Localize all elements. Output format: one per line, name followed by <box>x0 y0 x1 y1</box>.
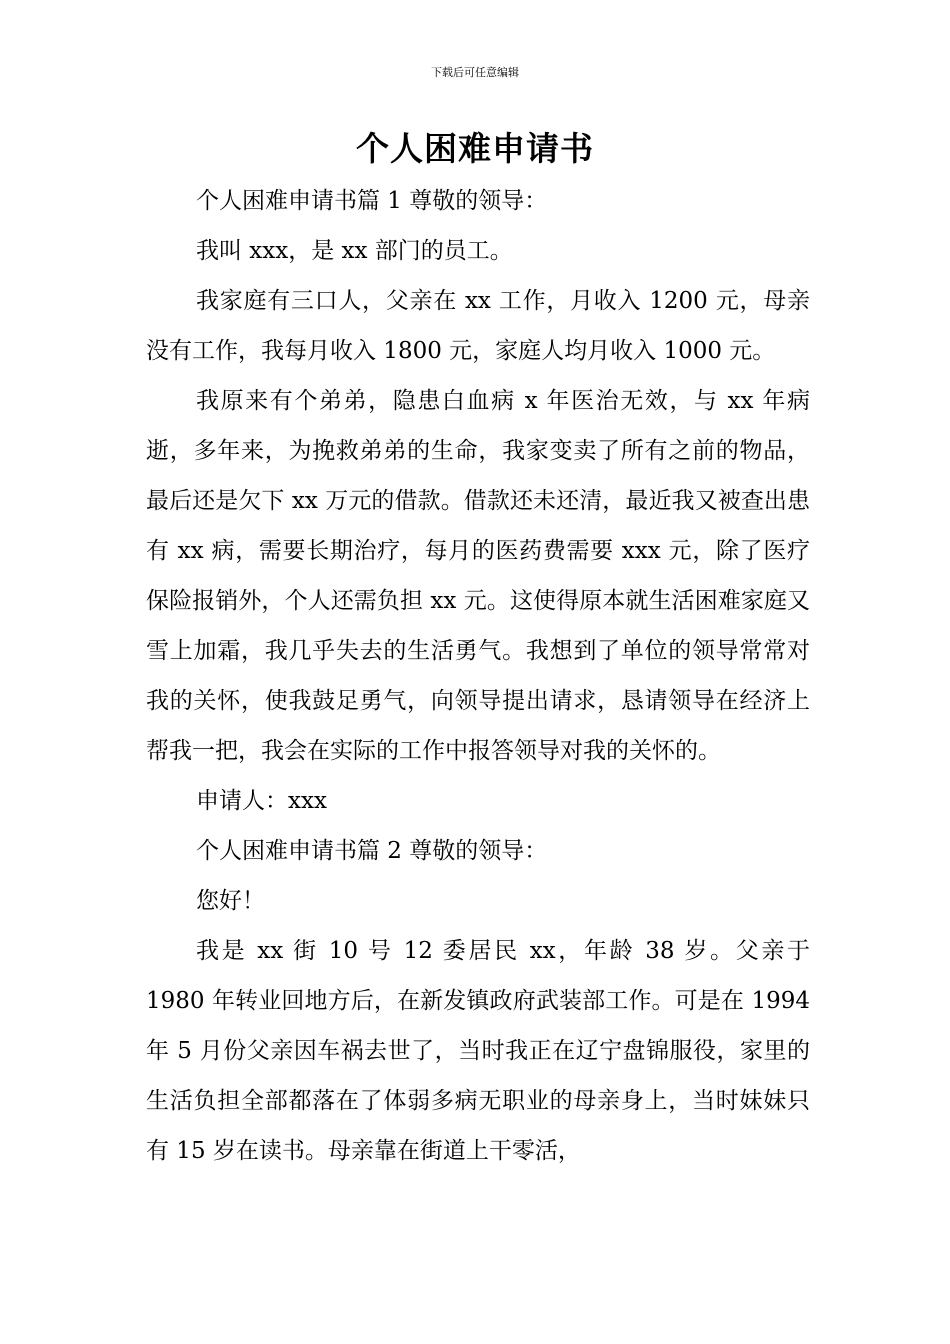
paragraph-self-intro: 我叫 xxx，是 xx 部门的员工。 <box>196 238 513 264</box>
document-body <box>146 176 810 1176</box>
paragraph-applicant: 申请人：xxx <box>196 788 327 814</box>
paragraph-salutation-2: 个人困难申请书篇 2 尊敬的领导： <box>196 838 548 864</box>
document-title: 个人困难申请书 <box>356 129 594 168</box>
paragraph-greeting: 您好！ <box>196 888 265 914</box>
paragraph-salutation-1: 个人困难申请书篇 1 尊敬的领导： <box>196 188 548 214</box>
paragraph-background: 我是 xx 街 10 号 12 委居民 xx，年龄 38 岁。父亲于 1980 年转业回地方后，在新发镇政府武装部工作。可是在 1994 年 5 月份父亲因车祸去世了，当时我正在辽宁盘锦服役，家里的生活负担全部都落在了体弱多病无职业的母亲身上，当时妹妹只有 15 岁在读书。母亲靠在街道上干零活， <box>146 938 810 1164</box>
header-note: 下载后可任意编辑 <box>431 66 519 79</box>
paragraph-hardship: 我原来有个弟弟，隐患白血病 x 年医治无效，与 xx 年病逝，多年来，为挽救弟弟的生命，我家变卖了所有之前的物品，最后还是欠下 xx 万元的借款。借款还未还清，最近我又被查出患有 xx 病，需要长期治疗，每月的医药费需要 xxx 元，除了医疗保险报销外，个人还需负担 xx 元。这使得原本就生活困难家庭又雪上加霜，我几乎失去的生活勇气。我想到了单位的领导常常对我的关怀，使我鼓足勇气，向领导提出请求，恳请领导在经济上帮我一把，我会在实际的工作中报答领导对我的关怀的。 <box>146 388 810 764</box>
paragraph-family-income: 我家庭有三口人，父亲在 xx 工作，月收入 1200 元，母亲没有工作，我每月收入 1800 元，家庭人均月收入 1000 元。 <box>146 288 810 364</box>
